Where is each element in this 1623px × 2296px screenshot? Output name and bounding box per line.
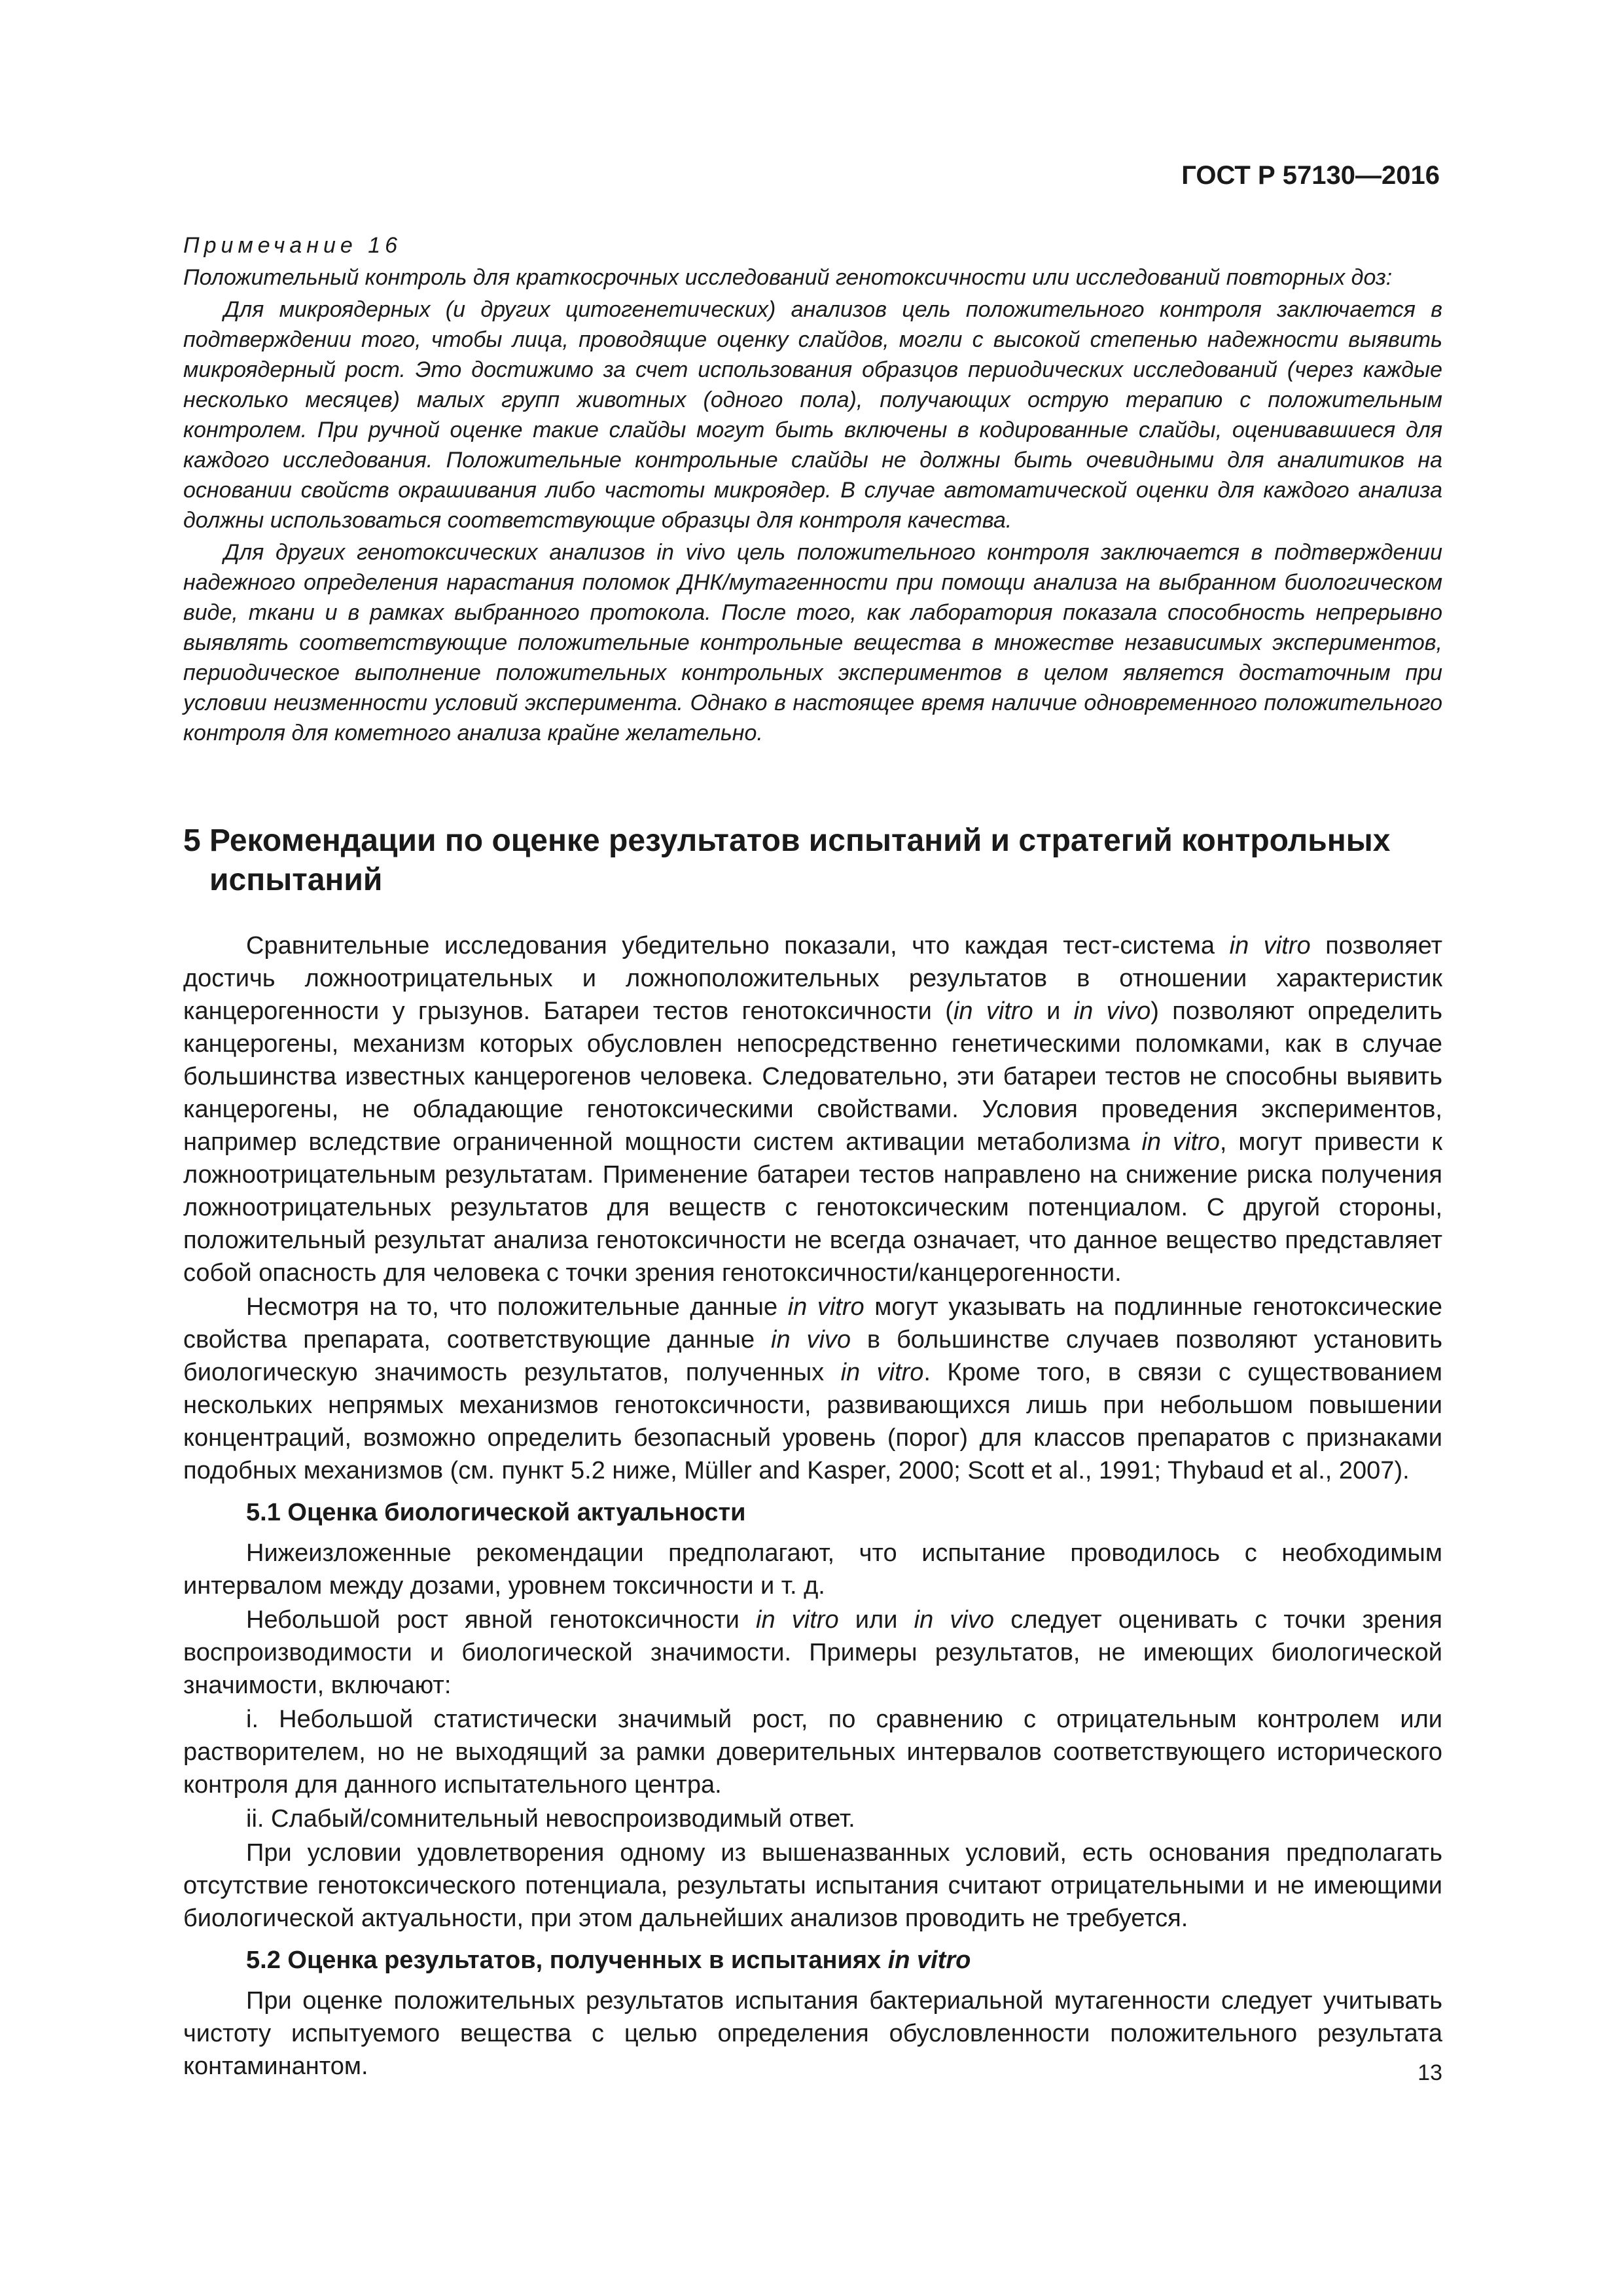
list-item-i: i. Небольшой статистически значимый рост, по сравнению с отрицательным контролем или растворителем, но не выходящий за рамки доверительных интервалов соответствующего исторического контроля для данного испытательного центра. bbox=[183, 1706, 1442, 1799]
p1-text-d: ) позволяют определить канцерогены, механизм которых обусловлен непосредственно генетическими поломками, как в случае большинства известных канцерогенов человека. Следовательно, эти батареи тестов не способны выявить канцерогены, не обладающие генотоксическими свойствами. Условия проведения экспериментов, например вследствие ограниченной мощности систем активации метаболизма bbox=[183, 997, 1442, 1156]
p2-term-b: in vivo bbox=[771, 1326, 851, 1354]
p1-term-b: in vitro bbox=[953, 997, 1033, 1025]
p4-text-b: или bbox=[838, 1606, 914, 1634]
note-line-3: Для других генотоксических анализов in vivo цель положительного контроля заключается в подтверждении надежного определения нарастания поломок ДНК/мутагенности при помощи анализа на выбранном биологическом виде, ткани и в рамках выбранного протокола. После того, как лаборатория показала способность непрерывно выявлять соответствующие положительные контрольные вещества в множестве независимых экспериментов, периодическое выполнение положительных контрольных экспериментов в целом является достаточным при условии неизменности условий эксперимента. Однако в настоящее время наличие одновременного положительного контроля для кометного анализа крайне желательно. bbox=[183, 540, 1442, 745]
note-block bbox=[183, 230, 1442, 748]
p2-text-b: могут указывать на подлинные генотоксические свойства препарата, соответствующие данные bbox=[183, 1293, 1442, 1354]
paragraph-3: Нижеизложенные рекомендации предполагают, что испытание проводилось с необходимым интервалом между дозами, уровнем токсичности и т. д. bbox=[183, 1539, 1442, 1600]
subsection-5-1-heading: 5.1 Оценка биологической актуальности bbox=[246, 1499, 746, 1526]
p4-term-a: in vitro bbox=[756, 1606, 839, 1634]
p1-text-c: и bbox=[1033, 997, 1074, 1025]
page-number: 13 bbox=[1418, 2060, 1442, 2085]
p2-text-d: . Кроме того, в связи с существованием нескольких непрямых механизмов генотоксичности, развивающихся лишь при небольшом повышении концентраций, возможно определить безопасный уровень (порог) для классов препаратов с признаками подобных механизмов (см. пункт 5.2 ниже, Müller and Kasper, 2000; Scott et al., 1991; Thybaud et al., 2007). bbox=[183, 1359, 1442, 1484]
standard-code-header: ГОСТ Р 57130—2016 bbox=[1181, 161, 1440, 190]
section-5-title-line2: испытаний bbox=[209, 863, 383, 897]
section-5-title-line1: Рекомендации по оценке результатов испытаний и стратегий контрольных bbox=[209, 823, 1391, 858]
paragraph-5: При условии удовлетворения одному из вышеназванных условий, есть основания предполагать отсутствие генотоксического потенциала, результаты испытания считают отрицательными и не имеющими биологической актуальности, при этом дальнейших анализов проводить не требуется. bbox=[183, 1839, 1442, 1932]
note-line-1: Положительный контроль для краткосрочных исследований генотоксичности или исследований повторных доз: bbox=[183, 265, 1393, 290]
p4-term-b: in vivo bbox=[914, 1606, 994, 1634]
p2-term-c: in vitro bbox=[840, 1359, 924, 1386]
paragraph-6: При оценке положительных результатов испытания бактериальной мутагенности следует учитывать чистоту испытуемого вещества с целью определения обусловленности положительного результата контаминантом. bbox=[183, 1987, 1442, 2080]
p1-term-a: in vitro bbox=[1229, 932, 1311, 960]
p4-text-a: Небольшой рост явной генотоксичности bbox=[246, 1606, 757, 1634]
note-title: Примечание 16 bbox=[183, 233, 402, 258]
section-5-number: 5 bbox=[183, 823, 201, 858]
p1-text-b: позволяет достичь ложноотрицательных и ложноположительных результатов в отношении характеристик канцерогенности у грызунов. Батареи тестов генотоксичности ( bbox=[183, 932, 1442, 1025]
p4-text-c: следует оценивать с точки зрения воспроизводимости и биологической значимости. Примеры результатов, не имеющих биологической значимости, включают: bbox=[183, 1606, 1442, 1699]
note-line-2: Для микроядерных (и других цитогенетических) анализов цель положительного контроля заключается в подтверждении того, чтобы лица, проводящие оценку слайдов, могли с высокой степенью надежности выявить микроядерный рост. Это достижимо за счет использования образцов периодических исследований (через каждые несколько месяцев) малых групп животных (одного пола), получающих острую терапию с положительным контролем. При ручной оценке такие слайды могут быть включены в кодированные слайды, оценивавшиеся для каждого исследования. Положительные контрольные слайды не должны быть очевидными для аналитиков на основании свойств окрашивания либо частоты микроядер. В случае автоматической оценки для каждого анализа должны использоваться соответствующие образцы для контроля качества. bbox=[183, 297, 1442, 533]
paragraph-4 bbox=[183, 1604, 1442, 1702]
subsection-5-2-title-term: in vitro bbox=[887, 1946, 971, 1974]
p1-text-e: , могут привести к ложноотрицательным результатам. Применение батареи тестов направлено на снижение риска получения ложноотрицательных результатов для веществ с генотоксическим потенциалом. С другой стороны, положительный результат анализа генотоксичности не всегда означает, что данное вещество представляет собой опасность для человека с точки зрения генотоксичности/канцерогенности. bbox=[183, 1128, 1443, 1287]
paragraph-1 bbox=[183, 929, 1442, 1289]
list-item-ii: ii. Слабый/сомнительный невоспроизводимый ответ. bbox=[246, 1805, 855, 1833]
subsection-5-2-title: 5.2 Оценка результатов, полученных в испытаниях bbox=[246, 1946, 888, 1974]
subsection-5-2-heading bbox=[183, 1943, 1442, 1978]
section-5-body bbox=[183, 929, 1442, 2083]
section-5-heading bbox=[183, 821, 1442, 900]
p1-term-c: in vivo bbox=[1073, 997, 1151, 1025]
p2-term-a: in vitro bbox=[787, 1293, 865, 1321]
paragraph-2 bbox=[183, 1291, 1442, 1487]
p1-term-d: in vitro bbox=[1141, 1128, 1220, 1156]
p2-text-a: Несмотря на то, что положительные данные bbox=[246, 1293, 788, 1321]
p1-text-a: Сравнительные исследования убедительно показали, что каждая тест-система bbox=[246, 932, 1230, 960]
p2-text-c: в большинстве случаев позволяют установить биологическую значимость результатов, полученных bbox=[183, 1326, 1442, 1386]
